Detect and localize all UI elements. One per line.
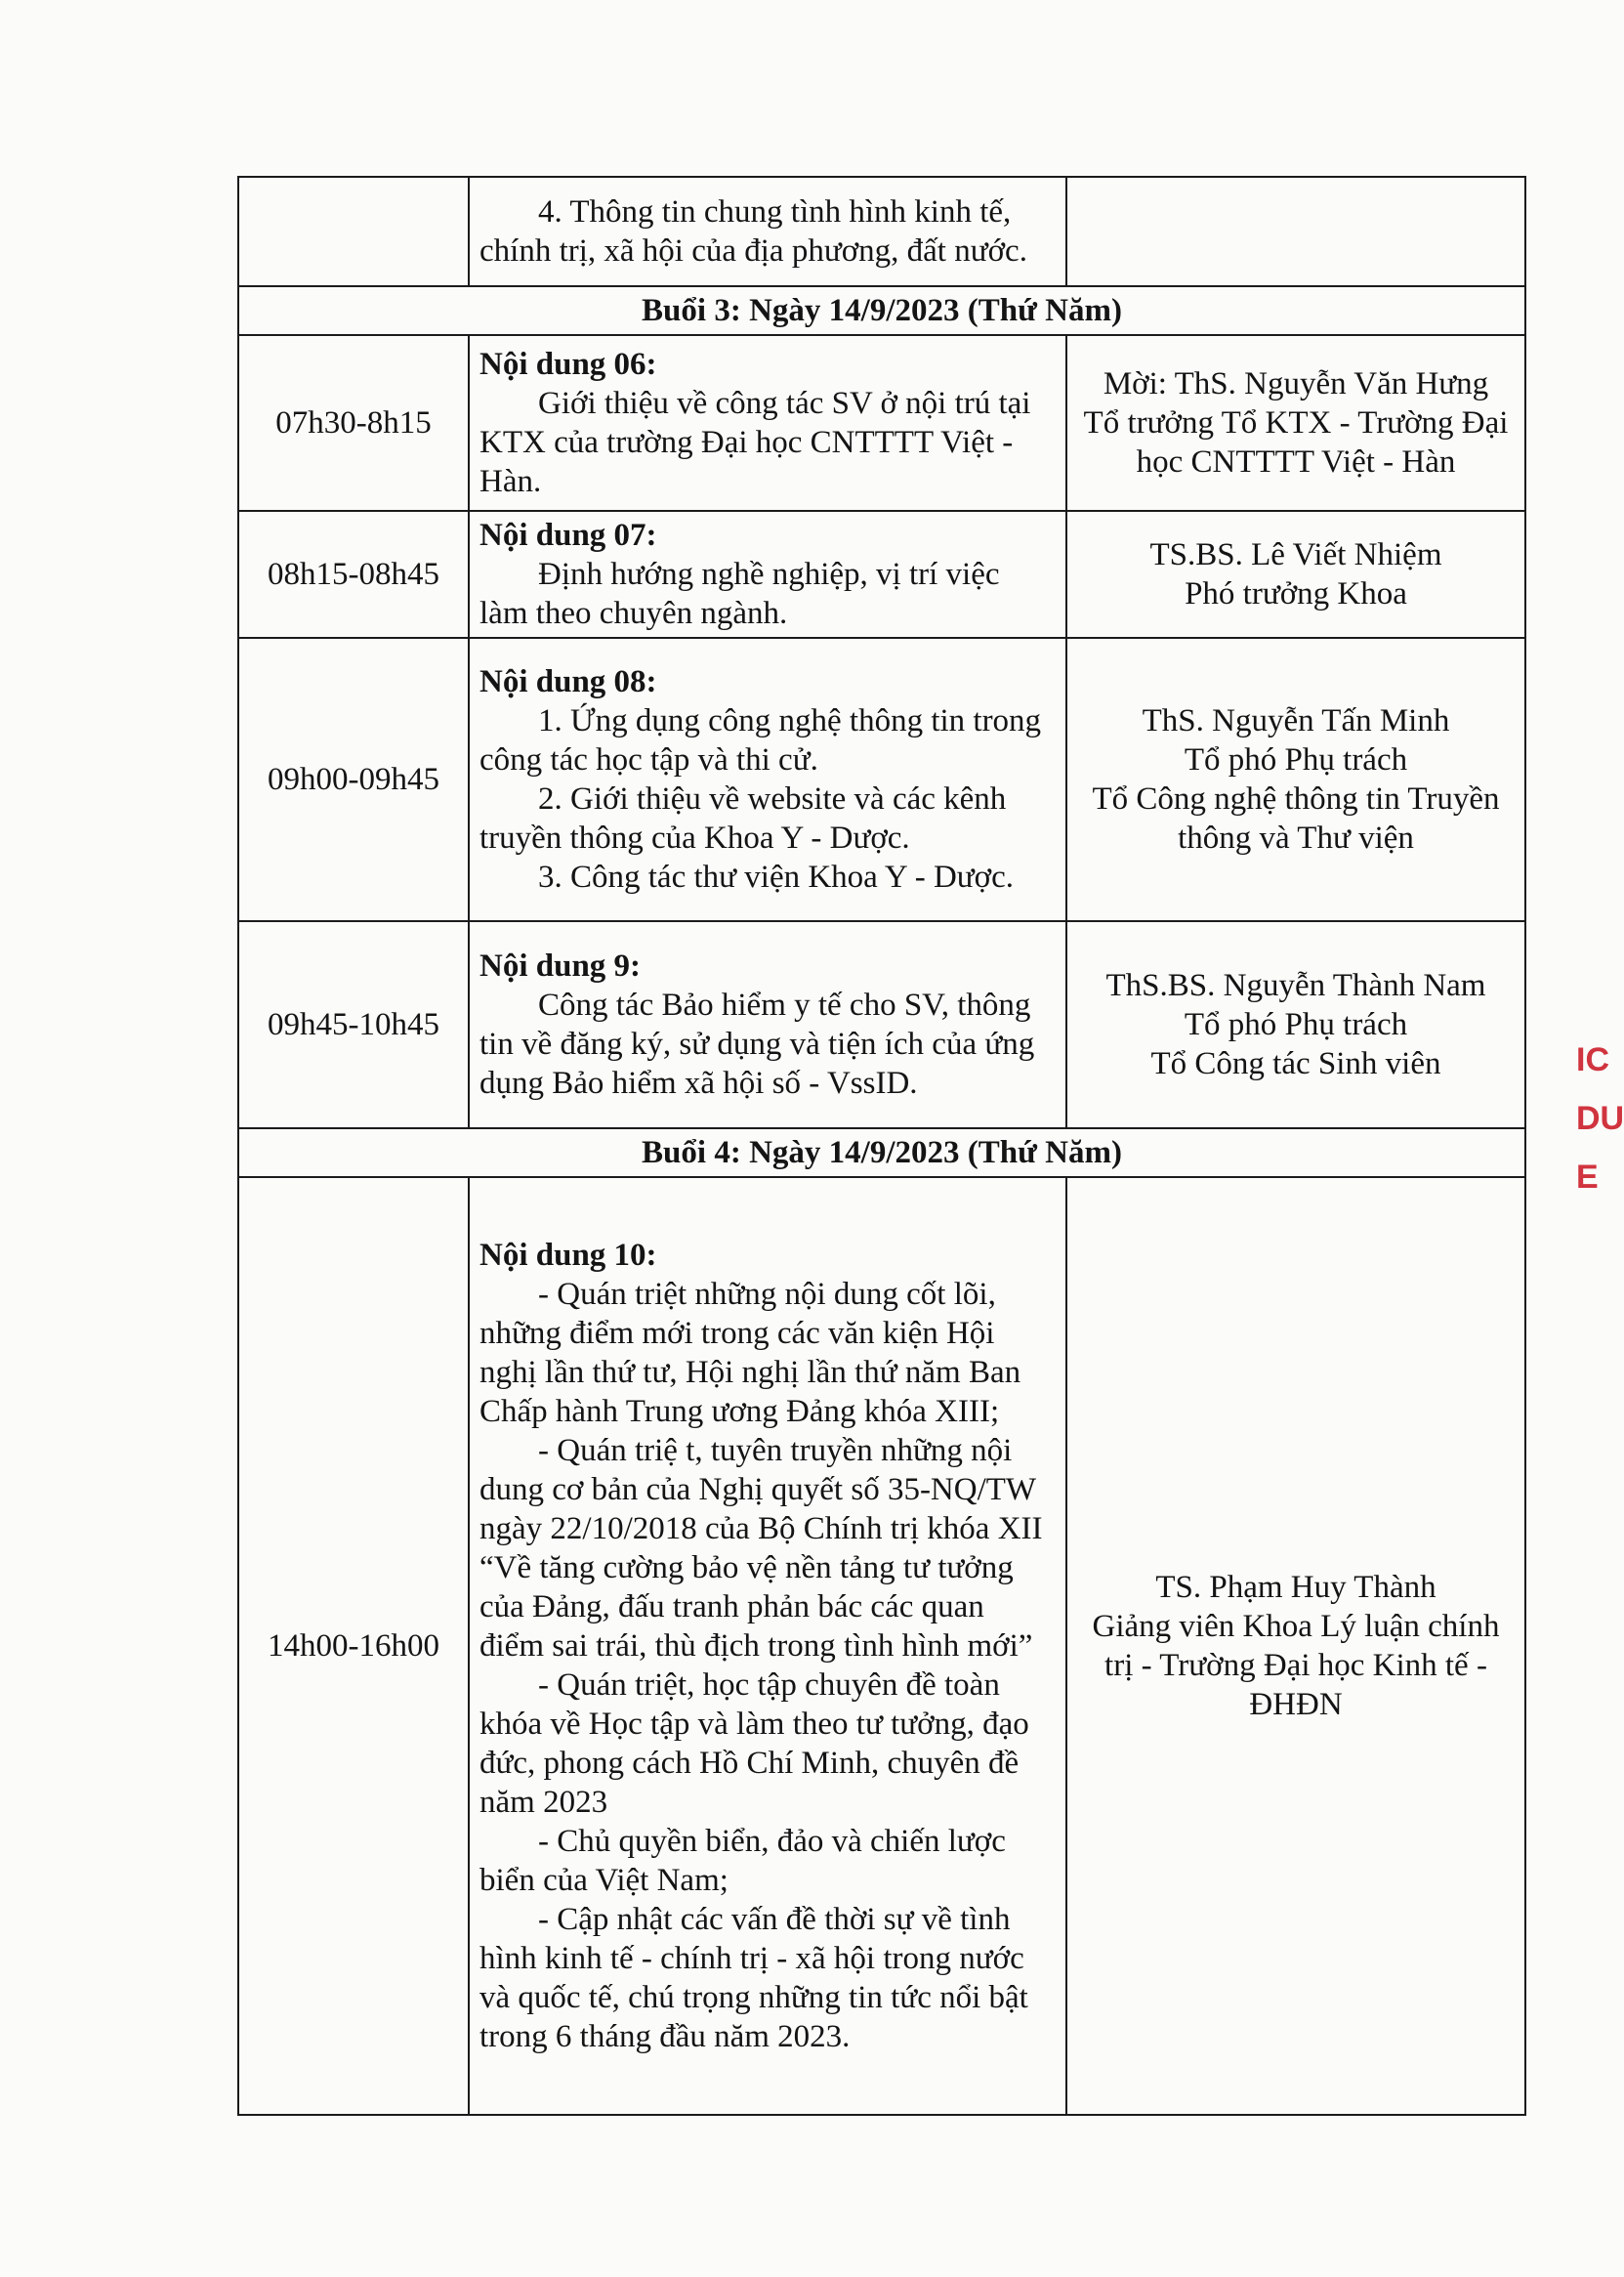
content-cell [469, 638, 1066, 921]
content-title: Nội dung 08: [479, 664, 657, 699]
speaker-line: Tổ Công tác Sinh viên [1150, 1046, 1441, 1081]
content-title: Nội dung 9: [479, 949, 642, 984]
content-line: - Quán triệ t, tuyên truyền những nội dung cơ bản của Nghị quyết số 35-NQ/TW ngày 22/10/2018 của Bộ Chính trị khóa XII “Về tăng cường bảo vệ nền tảng tư tưởng của Đảng, đấu tranh phản bác các quan điểm sai trái, thù địch trong tình hình mới” [479, 1433, 1043, 1664]
content-cell [469, 921, 1066, 1128]
speaker-line: Tổ phó Phụ trách [1184, 1007, 1408, 1042]
content-line: 3. Công tác thư viện Khoa Y - Dược. [538, 860, 1015, 895]
content-cell [469, 335, 1066, 511]
session-row [238, 1128, 1525, 1177]
stamp-text: DU [1576, 1100, 1624, 1137]
speaker-line: Giảng viên Khoa Lý luận chính trị - Trường Đại học Kinh tế - ĐHĐN [1092, 1609, 1500, 1722]
content-line: 4. Thông tin chung tình hình kinh tế, chính trị, xã hội của địa phương, đất nước. [479, 194, 1027, 269]
time-cell [238, 177, 469, 286]
speaker-line: TS. Phạm Huy Thành [1155, 1570, 1437, 1605]
speaker-cell [1066, 177, 1525, 286]
session-row [238, 286, 1525, 335]
speaker-line: Tổ trưởng Tổ KTX - Trường Đại học CNTTTT Việt - Hàn [1083, 405, 1509, 480]
content-line: - Chủ quyền biển, đảo và chiến lược biển của Việt Nam; [479, 1824, 1006, 1898]
schedule-body [238, 177, 1525, 2115]
table-row [238, 177, 1525, 286]
speaker-line: Mời: ThS. Nguyễn Văn Hưng [1103, 366, 1489, 401]
content-line: Giới thiệu về công tác SV ở nội trú tại KTX của trường Đại học CNTTTT Việt - Hàn. [479, 386, 1031, 499]
stamp-text: E [1576, 1159, 1599, 1196]
table-row [238, 335, 1525, 511]
session-heading: Buổi 4: Ngày 14/9/2023 (Thứ Năm) [238, 1128, 1525, 1177]
speaker-cell [1066, 335, 1525, 511]
content-line: - Quán triệt, học tập chuyên đề toàn khóa về Học tập và làm theo tư tưởng, đạo đức, phong cách Hồ Chí Minh, chuyên đề năm 2023 [479, 1667, 1029, 1820]
content-title: Nội dung 07: [479, 518, 657, 553]
table-row [238, 638, 1525, 921]
speaker-line: Tổ Công nghệ thông tin Truyền thông và Thư viện [1092, 781, 1500, 856]
speaker-cell [1066, 1177, 1525, 2115]
content-line: Công tác Bảo hiểm y tế cho SV, thông tin về đăng ký, sử dụng và tiện ích của ứng dụng Bảo hiểm xã hội số - VssID. [479, 988, 1035, 1101]
speaker-cell [1066, 921, 1525, 1128]
speaker-line: Phó trưởng Khoa [1185, 576, 1407, 611]
content-cell [469, 1177, 1066, 2115]
speaker-cell [1066, 638, 1525, 921]
table-row [238, 921, 1525, 1128]
red-stamp-fragment [1576, 1031, 1624, 1343]
table-row [238, 511, 1525, 638]
time-cell: 09h00-09h45 [238, 638, 469, 921]
speaker-cell [1066, 511, 1525, 638]
speaker-line: TS.BS. Lê Viết Nhiệm [1149, 537, 1442, 572]
content-title: Nội dung 10: [479, 1238, 657, 1273]
content-cell [469, 511, 1066, 638]
content-cell [469, 177, 1066, 286]
speaker-line: Tổ phó Phụ trách [1184, 742, 1408, 778]
session-heading: Buổi 3: Ngày 14/9/2023 (Thứ Năm) [238, 286, 1525, 335]
content-line: - Quán triệt những nội dung cốt lõi, những điểm mới trong các văn kiện Hội nghị lần thứ tư, Hội nghị lần thứ năm Ban Chấp hành Trung ương Đảng khóa XIII; [479, 1277, 1021, 1429]
content-line: 1. Ứng dụng công nghệ thông tin trong công tác học tập và thi cử. [479, 703, 1042, 778]
content-line: - Cập nhật các vấn đề thời sự về tình hình kinh tế - chính trị - xã hội trong nước và quốc tế, chú trọng những tin tức nổi bật trong 6 tháng đầu năm 2023. [479, 1902, 1028, 2054]
stamp-text: IC [1576, 1041, 1609, 1078]
time-cell: 14h00-16h00 [238, 1177, 469, 2115]
content-line: 2. Giới thiệu về website và các kênh truyền thông của Khoa Y - Dược. [479, 781, 1007, 856]
table-row [238, 1177, 1525, 2115]
time-cell: 09h45-10h45 [238, 921, 469, 1128]
content-line: Định hướng nghề nghiệp, vị trí việc làm theo chuyên ngành. [479, 557, 1000, 631]
time-cell: 08h15-08h45 [238, 511, 469, 638]
speaker-line: ThS. Nguyễn Tấn Minh [1142, 703, 1450, 738]
time-cell: 07h30-8h15 [238, 335, 469, 511]
schedule-table [237, 176, 1526, 2116]
content-title: Nội dung 06: [479, 347, 657, 382]
speaker-line: ThS.BS. Nguyễn Thành Nam [1105, 968, 1486, 1003]
